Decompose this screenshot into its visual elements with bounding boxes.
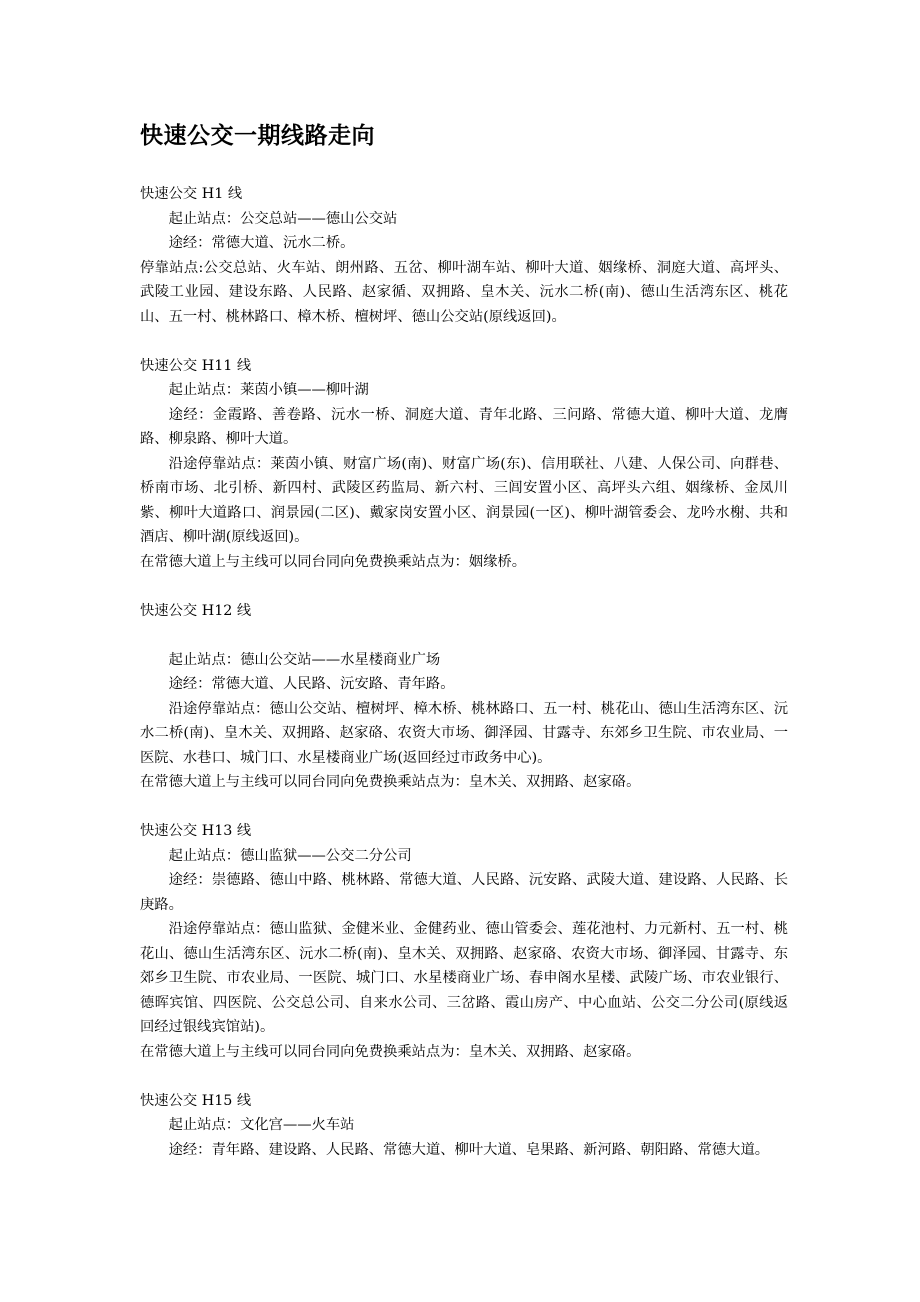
route-section-h1	[140, 182, 788, 329]
route-transfer: 在常德大道上与主线可以同台同向免费换乘站点为：姻缘桥。	[140, 553, 527, 570]
route-transfer: 在常德大道上与主线可以同台同向免费换乘站点为：皇木关、双拥路、赵家硌。	[140, 1043, 641, 1060]
route-stops: 沿途停靠站点：德山监狱、金健米业、金健药业、德山管委会、莲花池村、力元新村、五一村、桃花山、德山生活湾东区、沅水二桥(南)、皇木关、双拥路、赵家硌、农资大市场、御泽园、甘露寺、东郊乡卫生院、市农业局、一医院、城门口、水星楼商业广场、春申阁水星楼、武陵广场、市农业银行、德晖宾馆、四医院、公交总公司、自来水公司、三岔路、霞山房产、中心血站、公交二分公司(原线返回经过银线宾馆站)。	[140, 921, 788, 1035]
blank-line	[140, 623, 788, 648]
route-endpoints: 起止站点：德山监狱——公交二分公司	[168, 847, 412, 864]
route-section-h11	[140, 354, 788, 575]
route-section-h13	[140, 819, 788, 1064]
route-via: 途经：常德大道、人民路、沅安路、青年路。	[168, 676, 455, 692]
route-endpoints: 起止站点：公交总站——德山公交站	[168, 210, 398, 227]
document-body	[140, 182, 788, 1162]
route-endpoints: 起止站点：文化宫——火车站	[168, 1117, 355, 1133]
route-via: 途经：金霞路、善卷路、沅水一桥、洞庭大道、青年北路、三问路、常德大道、柳叶大道、龙膺路、柳泉路、柳叶大道。	[140, 406, 788, 447]
route-endpoints: 起止站点：莱茵小镇——柳叶湖	[168, 382, 369, 398]
route-title: 快速公交 H13 线	[140, 823, 252, 839]
route-title: 快速公交 H15 线	[140, 1092, 252, 1109]
route-section-h15	[140, 1089, 788, 1163]
route-stops: 沿途停靠站点：莱茵小镇、财富广场(南)、财富广场(东)、信用联社、八建、人保公司、向群巷、桥南市场、北引桥、新四村、武陵区药监局、新六村、三闾安置小区、高坪头六组、姻缘桥、金凤川紫、柳叶大道路口、润景园(二区)、戴家岗安置小区、润景园(一区)、柳叶湖管委会、龙吟水榭、共和酒店、柳叶湖(原线返回)。	[140, 455, 788, 545]
route-title: 快速公交 H12 线	[140, 602, 252, 619]
route-endpoints: 起止站点：德山公交站——水星楼商业广场	[168, 651, 441, 668]
route-stops: 沿途停靠站点：德山公交站、檀树坪、樟木桥、桃林路口、五一村、桃花山、德山生活湾东区、沅水二桥(南)、皇木关、双拥路、赵家硌、农资大市场、御泽园、甘露寺、东郊乡卫生院、市农业局、一医院、水巷口、城门口、水星楼商业广场(返回经过市政务中心)。	[140, 700, 788, 766]
route-transfer: 在常德大道上与主线可以同台同向免费换乘站点为：皇木关、双拥路、赵家硌。	[140, 774, 641, 790]
route-via: 途经：崇德路、德山中路、桃林路、常德大道、人民路、沅安路、武陵大道、建设路、人民路、长庚路。	[140, 872, 788, 913]
page-title: 快速公交一期线路走向	[140, 123, 375, 149]
route-title: 快速公交 H1 线	[140, 186, 243, 202]
route-stops: 停靠站点:公交总站、火车站、朗州路、五岔、柳叶湖车站、柳叶大道、姻缘桥、洞庭大道、高坪头、武陵工业园、建设东路、人民路、赵家循、双拥路、皇木关、沅水二桥(南)、德山生活湾东区、桃花山、五一村、桃林路口、樟木桥、檀树坪、德山公交站(原线返回)。	[140, 259, 788, 325]
route-via: 途经：常德大道、沅水二桥。	[168, 235, 355, 251]
route-via: 途经：青年路、建设路、人民路、常德大道、柳叶大道、皂果路、新河路、朝阳路、常德大道。	[168, 1141, 770, 1158]
route-section-h12	[140, 599, 788, 795]
route-title: 快速公交 H11 线	[140, 357, 252, 374]
